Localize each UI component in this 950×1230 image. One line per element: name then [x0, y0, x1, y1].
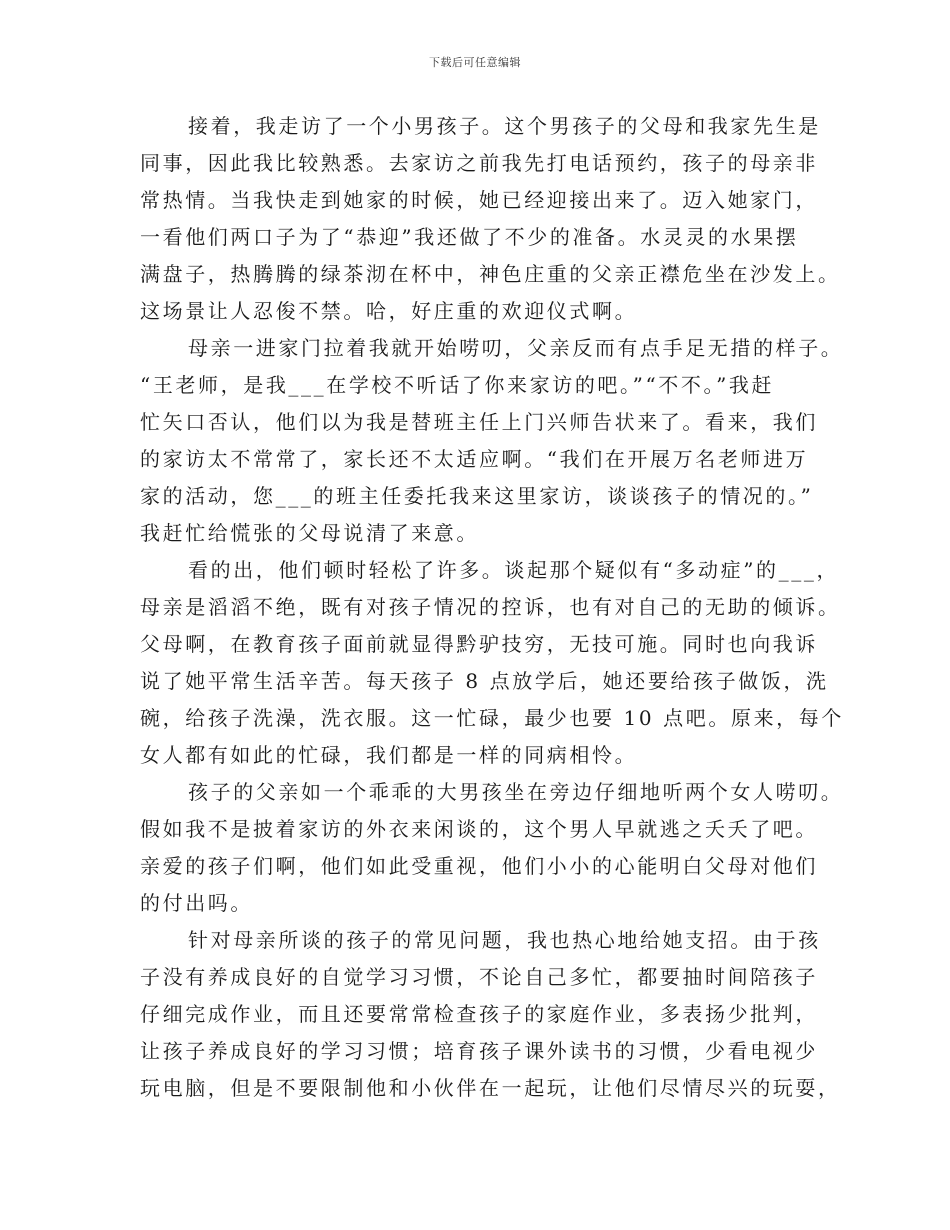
text-line: 父母啊，在教育孩子面前就显得黔驴技穷，无技可施。同时也向我诉 [140, 632, 818, 656]
text-line: 家的活动，您___的班主任委托我来这里家访，谈谈孩子的情况的。” [140, 484, 814, 508]
document-body [140, 108, 844, 1107]
text-line: 针对母亲所谈的孩子的常见问题，我也热心地给她支招。由于孩 [188, 928, 821, 952]
text-line: “王老师，是我___在学校不听话了你来家访的吧。”“不不。”我赶 [140, 373, 775, 397]
text-line: 仔细完成作业，而且还要常常检查孩子的家庭作业，多表扬少批判， [140, 1002, 818, 1026]
text-line: 常热情。当我快走到她家的时候，她已经迎接出来了。迈入她家门， [140, 188, 818, 212]
text-line: 同事，因此我比较熟悉。去家访之前我先打电话预约，孩子的母亲非 [140, 151, 818, 175]
text-line: 碗，给孩子洗澡，洗衣服。这一忙碌，最少也要 10 点吧。原来，每个 [140, 706, 844, 730]
text-line: 的付出吗。 [140, 891, 253, 915]
text-line: 孩子的父亲如一个乖乖的大男孩坐在旁边仔细地听两个女人唠叨。 [188, 780, 844, 804]
text-line: 我赶忙给慌张的父母说清了来意。 [140, 521, 479, 545]
text-line: 让孩子养成良好的学习习惯；培育孩子课外读书的习惯，少看电视少 [140, 1039, 818, 1063]
text-line: 这场景让人忍俊不禁。哈，好庄重的欢迎仪式啊。 [140, 299, 638, 323]
text-line: 满盘子，热腾腾的绿茶沏在杯中，神色庄重的父亲正襟危坐在沙发上。 [140, 262, 841, 286]
text-line: 亲爱的孩子们啊，他们如此受重视，他们小小的心能明白父母对他们 [140, 854, 818, 878]
text-line: 子没有养成良好的自觉学习习惯，不论自己多忙，都要抽时间陪孩子 [140, 965, 818, 989]
page-header: 下载后可任意编辑 [429, 56, 521, 69]
text-line: 接着，我走访了一个小男孩子。这个男孩子的父母和我家先生是 [188, 114, 821, 138]
text-line: 母亲是滔滔不绝，既有对孩子情况的控诉，也有对自己的无助的倾诉。 [140, 595, 841, 619]
text-line: 说了她平常生活辛苦。每天孩子 8 点放学后，她还要给孩子做饭，洗 [140, 669, 829, 693]
text-line: 的家访太不常常了，家长还不太适应啊。“我们在开展万名老师进万 [140, 447, 809, 471]
text-line: 一看他们两口子为了“恭迎”我还做了不少的准备。水灵灵的水果摆 [140, 225, 799, 249]
text-line: 看的出，他们顿时轻松了许多。谈起那个疑似有“多动症”的___， [188, 558, 840, 582]
text-line: 假如我不是披着家访的外衣来闲谈的，这个男人早就逃之夭夭了吧。 [140, 817, 818, 841]
text-line: 母亲一进家门拉着我就开始唠叨，父亲反而有点手足无措的样子。 [188, 336, 844, 360]
text-line: 忙矢口否认，他们以为我是替班主任上门兴师告状来了。看来，我们 [140, 410, 818, 434]
text-line: 女人都有如此的忙碌，我们都是一样的同病相怜。 [140, 743, 638, 767]
text-line: 玩电脑，但是不要限制他和小伙伴在一起玩，让他们尽情尽兴的玩耍， [140, 1076, 841, 1100]
